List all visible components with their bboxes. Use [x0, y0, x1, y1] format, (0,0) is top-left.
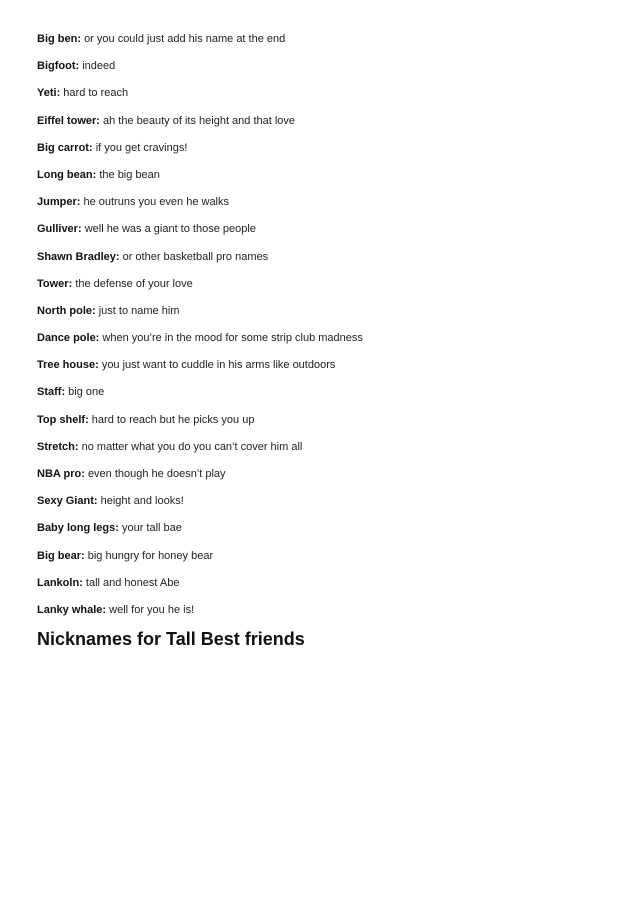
nickname-term: Shawn Bradley:: [37, 250, 120, 263]
nickname-description: just to name him: [98, 304, 180, 317]
nickname-description: no matter what you do you can’t cover him all: [81, 440, 303, 453]
nickname-term: Stretch:: [37, 440, 79, 453]
nickname-description: he outruns you even he walks: [83, 196, 230, 209]
nickname-term: Staff:: [37, 386, 66, 399]
nickname-term: Jumper:: [37, 196, 81, 209]
list-item: [37, 31, 597, 58]
nickname-term: Yeti:: [37, 87, 61, 100]
nickname-description: well for you he is!: [109, 603, 195, 616]
list-item: [37, 357, 597, 384]
list-item: [37, 249, 597, 276]
nickname-description: when you’re in the mood for some strip club madness: [102, 332, 363, 345]
nickname-description: the big bean: [99, 168, 160, 181]
nickname-term: Baby long legs:: [37, 522, 119, 535]
list-item: [37, 303, 597, 330]
nickname-description: you just want to cuddle in his arms like outdoors: [101, 359, 336, 372]
nickname-description: tall and honest Abe: [85, 576, 180, 589]
nickname-description: if you get cravings!: [95, 141, 188, 154]
nickname-description: big one: [68, 386, 105, 399]
nickname-description: well he was a giant to those people: [84, 223, 256, 236]
nickname-term: North pole:: [37, 304, 96, 317]
nickname-term: Tower:: [37, 277, 73, 290]
list-item: [37, 384, 597, 411]
nickname-description: hard to reach: [63, 87, 129, 100]
list-item: [37, 58, 597, 85]
nickname-description: your tall bae: [121, 522, 182, 535]
list-item: [37, 602, 597, 629]
list-item: [37, 466, 597, 493]
nickname-description: hard to reach but he picks you up: [91, 413, 255, 426]
list-item: [37, 276, 597, 303]
list-item: [37, 113, 597, 140]
nickname-term: Eiffel tower:: [37, 114, 100, 127]
nickname-term: Big carrot:: [37, 141, 93, 154]
nickname-description: ah the beauty of its height and that love: [103, 114, 296, 127]
section-heading: Nicknames for Tall Best friends: [37, 629, 305, 649]
list-item: [37, 85, 597, 112]
nickname-description: the defense of your love: [75, 277, 193, 290]
list-item: [37, 330, 597, 357]
nickname-term: Big ben:: [37, 33, 81, 45]
nickname-term: Big bear:: [37, 549, 85, 562]
nickname-term: Sexy Giant:: [37, 495, 98, 508]
list-item: [37, 194, 597, 221]
nickname-term: NBA pro:: [37, 468, 85, 480]
list-item: [37, 548, 597, 575]
nickname-term: Dance pole:: [37, 332, 100, 345]
nickname-description: indeed: [82, 60, 116, 73]
nickname-description: or you could just add his name at the end: [84, 33, 286, 45]
list-item: [37, 493, 597, 520]
list-item: [37, 439, 597, 466]
nickname-term: Gulliver:: [37, 223, 82, 236]
nickname-list: [37, 31, 597, 629]
nickname-term: Tree house:: [37, 359, 99, 372]
list-item: [37, 167, 597, 194]
nickname-term: Lanky whale:: [37, 603, 107, 616]
nickname-description: big hungry for honey bear: [87, 549, 214, 562]
list-item: [37, 575, 597, 602]
nickname-description: even though he doesn’t play: [87, 468, 226, 480]
list-item: [37, 221, 597, 248]
list-item: [37, 412, 597, 439]
nickname-term: Top shelf:: [37, 413, 89, 426]
list-item: [37, 520, 597, 547]
list-item: [37, 140, 597, 167]
nickname-description: height and looks!: [100, 495, 184, 508]
nickname-term: Bigfoot:: [37, 60, 80, 73]
nickname-term: Lankoln:: [37, 576, 83, 589]
nickname-description: or other basketball pro names: [122, 250, 269, 263]
nickname-term: Long bean:: [37, 168, 97, 181]
